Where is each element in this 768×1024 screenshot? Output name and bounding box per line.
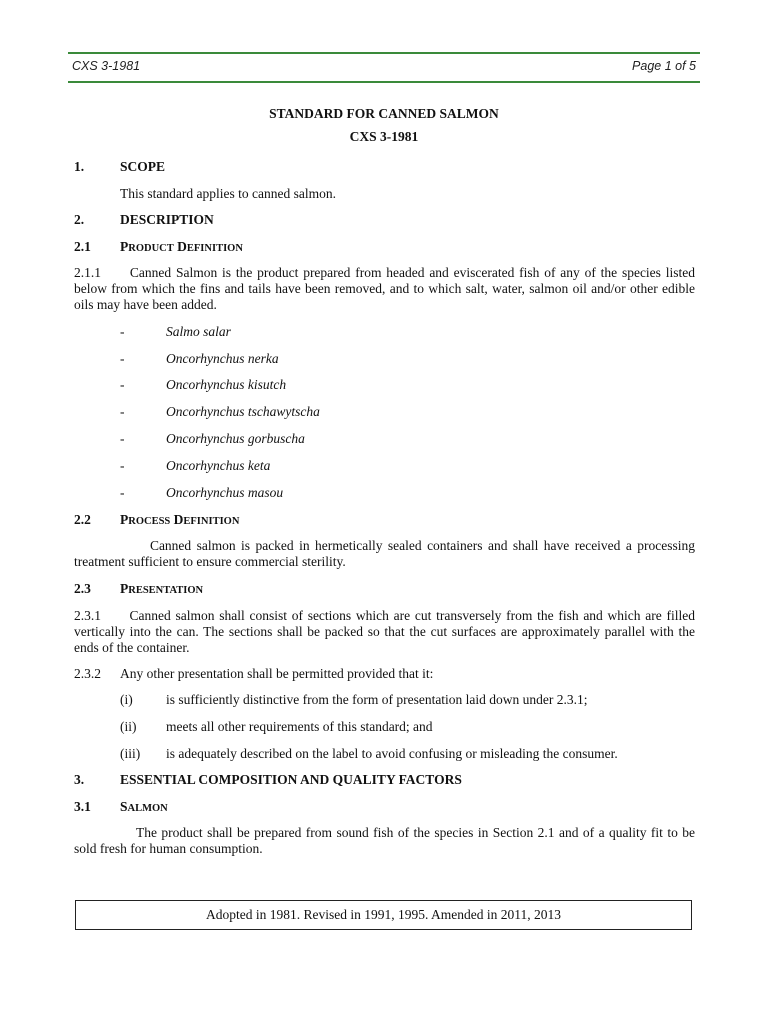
page-number: Page 1 of 5 xyxy=(632,59,696,73)
paragraph-line: sold fresh for human consumption. xyxy=(74,841,263,856)
paragraph-2-3-2-number: 2.3.2 xyxy=(74,666,101,681)
species-item: Oncorhynchus nerka xyxy=(166,351,279,366)
section-3-1-heading: SALMON xyxy=(120,799,168,814)
list-bullet: - xyxy=(120,377,125,392)
list-bullet: - xyxy=(120,485,125,500)
list-item-label: (i) xyxy=(120,692,133,707)
species-item: Oncorhynchus kisutch xyxy=(166,377,287,392)
section-1-heading: SCOPE xyxy=(120,159,166,174)
paragraph-2-3-2-text: Any other presentation shall be permitted provided that it: xyxy=(120,666,434,681)
section-2-3-number: 2.3 xyxy=(74,581,91,596)
paragraph-line: treatment sufficient to ensure commercial sterility. xyxy=(74,554,346,569)
paragraph-2-2 xyxy=(74,538,695,570)
list-item-text: meets all other requirements of this standard; and xyxy=(166,719,433,734)
species-item: Oncorhynchus keta xyxy=(166,458,271,473)
paragraph-2-3-1 xyxy=(74,608,695,656)
paragraph-line: ends of the container. xyxy=(74,640,190,655)
paragraph-line: 2.3.1 Canned salmon shall consist of sections which are cut transversely from the fish and which are filled xyxy=(74,608,696,623)
section-1-number: 1. xyxy=(74,159,85,174)
section-3-heading: ESSENTIAL COMPOSITION AND QUALITY FACTORS xyxy=(120,772,462,787)
paragraph-line: Canned salmon is packed in hermetically sealed containers and shall have received a processing xyxy=(149,538,696,553)
paragraph-line: 2.1.1 Canned Salmon is the product prepared from headed and eviscerated fish of any of the species listed xyxy=(74,265,695,280)
list-bullet: - xyxy=(120,351,125,366)
section-2-number: 2. xyxy=(74,212,85,227)
paragraph-line: oils may have been added. xyxy=(74,297,217,312)
species-item: Oncorhynchus masou xyxy=(166,485,284,500)
section-2-2-number: 2.2 xyxy=(74,512,91,527)
list-item-text: is sufficiently distinctive from the form of presentation laid down under 2.3.1; xyxy=(166,692,588,707)
paragraph-line: below from which the fins and tails have been removed, and to which salt, water, salmon oil and/or other edible xyxy=(74,281,695,296)
species-item: Oncorhynchus tschawytscha xyxy=(166,404,320,419)
species-item: Salmo salar xyxy=(166,324,231,339)
paragraph-line: vertically into the can. The sections shall be packed so that the cut surfaces are approximately parallel with the xyxy=(74,624,695,639)
section-2-2-heading: PROCESS DEFINITION xyxy=(120,512,240,527)
species-item: Oncorhynchus gorbuscha xyxy=(166,431,305,446)
document-subtitle: CXS 3-1981 xyxy=(349,129,419,144)
paragraph-line: The product shall be prepared from sound fish of the species in Section 2.1 and of a quality fit to be xyxy=(135,825,696,840)
list-item-text: is adequately described on the label to avoid confusing or misleading the consumer. xyxy=(166,746,618,761)
page-header xyxy=(68,52,700,83)
section-3-1-number: 3.1 xyxy=(74,799,91,814)
section-2-heading: DESCRIPTION xyxy=(120,212,214,227)
paragraph-3-1 xyxy=(74,825,695,857)
list-bullet: - xyxy=(120,431,125,446)
list-bullet: - xyxy=(120,324,125,339)
section-3-number: 3. xyxy=(74,772,85,787)
list-bullet: - xyxy=(120,404,125,419)
adoption-note: Adopted in 1981. Revised in 1991, 1995. Amended in 2011, 2013 xyxy=(75,900,692,930)
list-bullet: - xyxy=(120,458,125,473)
paragraph-2-1-1 xyxy=(74,265,695,313)
document-title: STANDARD FOR CANNED SALMON xyxy=(269,106,499,121)
document-code: CXS 3-1981 xyxy=(72,59,141,73)
section-2-1-heading: PRODUCT DEFINITION xyxy=(120,239,243,254)
list-item-label: (ii) xyxy=(120,719,137,734)
section-1-text: This standard applies to canned salmon. xyxy=(120,186,336,201)
section-2-3-heading: PRESENTATION xyxy=(120,581,204,596)
section-2-1-number: 2.1 xyxy=(74,239,91,254)
list-item-label: (iii) xyxy=(120,746,141,761)
